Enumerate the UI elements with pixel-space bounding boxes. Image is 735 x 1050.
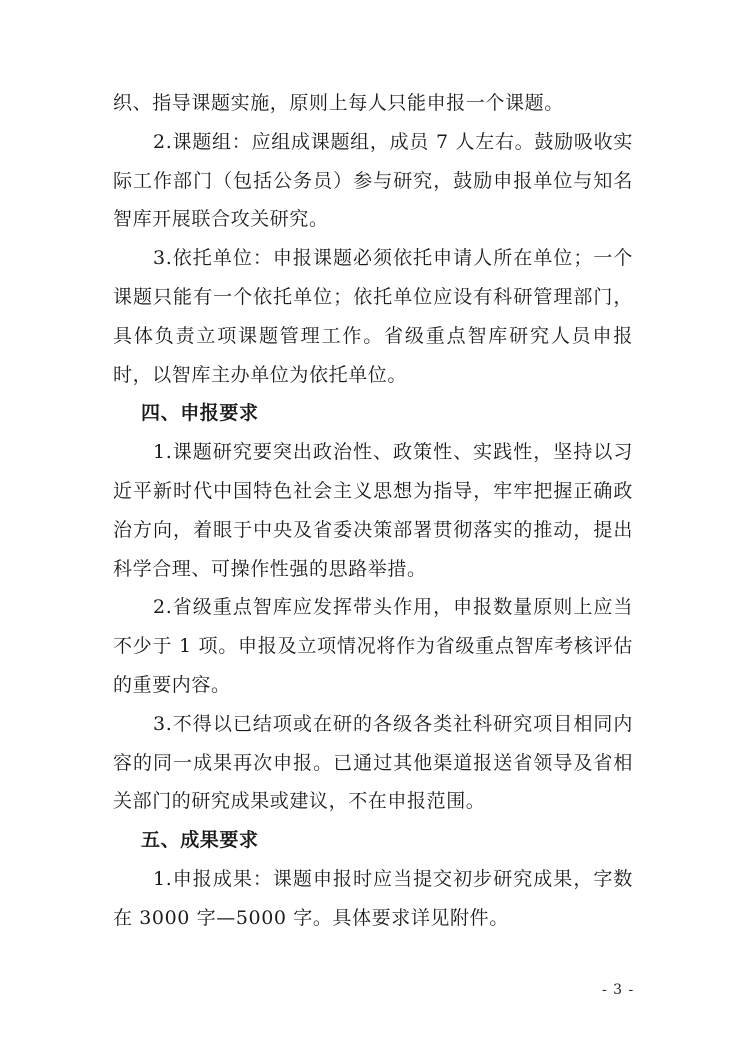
section-heading-output-requirements: 五、成果要求 [141, 829, 259, 852]
paragraph-research-team: 2.课题组：应组成课题组，成员 7 人左右。鼓励吸收实际工作部门（包括公务员）参与研究，鼓励申报单位与知名智库开展联合攻关研究。 [113, 130, 633, 231]
page-number: - 3 - [602, 982, 635, 998]
section-heading-application-requirements: 四、申报要求 [141, 402, 259, 425]
paragraph-requirement-2: 2.省级重点智库应发挥带头作用，申报数量原则上应当不少于 1 项。申报及立项情况将作为省级重点智库考核评估的重要内容。 [113, 596, 633, 696]
paragraph-requirement-3: 3.不得以已结项或在研的各级各类社科研究项目相同内容的同一成果再次申报。已通过其他渠道报送省领导及省相关部门的研究成果或建议，不在申报范围。 [113, 712, 633, 813]
paragraph-host-unit: 3.依托单位：申报课题必须依托申请人所在单位；一个课题只能有一个依托单位；依托单位应设有科研管理部门，具体负责立项课题管理工作。省级重点智库研究人员申报时，以智库主办单位为依托单位。 [113, 247, 633, 386]
paragraph-continuation: 织、指导课题实施，原则上每人只能申报一个课题。 [113, 92, 564, 114]
paragraph-output-1: 1.申报成果：课题申报时应当提交初步研究成果，字数在 3000 字—5000 字。具体要求详见附件。 [113, 867, 633, 929]
paragraph-requirement-1: 1.课题研究要突出政治性、政策性、实践性，坚持以习近平新时代中国特色社会主义思想为指导，牢牢把握正确政治方向，着眼于中央及省委决策部署贯彻落实的推动，提出科学合理、可操作性强的思路举措。 [113, 441, 633, 580]
document-body [113, 84, 633, 938]
